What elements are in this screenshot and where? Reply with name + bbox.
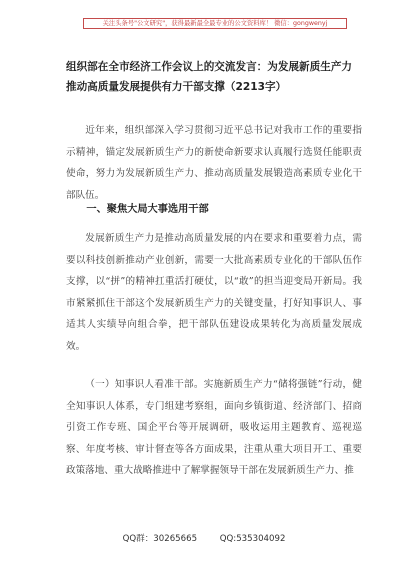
top-banner: 关注头条号"公文研究"，获得最新最全最专业的公文资料库！ 微信：gongwenyj bbox=[83, 18, 347, 29]
subsection-1-paragraph: （一）知事识人看准干部。实施新质生产力“储将强链”行动，健全知事识人体系，专门组建考察组，面向乡镇街道、经济部门、招商引资工作专班、国企平台等开展调研，吸收运用主题教育、巡视巡察、年度考核、审计督查等各方面成果，注重从重大项目开工、重要政策落地、重大战略推进中了解掌握领导干部在发展新质生产力、推 bbox=[66, 379, 362, 476]
qq-label: QQ:535304092 bbox=[219, 534, 286, 544]
intro-paragraph: 近年来，组织部深入学习贯彻习近平总书记对我市工作的重要指示精神，锚定发展新质生产力的新使命新要求认真履行选贤任能职责使命，努力为发展新质生产力、推动高质量发展锻造高素质专业化干部队伍。 bbox=[66, 125, 362, 201]
section-1-paragraph: 发展新质生产力是推动高质量发展的内在要求和重要着力点，需要以科技创新推动产业创新，需要一大批高素质专业化的干部队伍作支撑，以“拼”的精神扛重活打硬仗，以“敢”的担当迎变局开新局。我市紧紧抓住干部这个发展新质生产力的关键变量，打好知事识人、事适其人实绩导向组合拳，把干部队伍建设成果转化为高质量发展成效。 bbox=[66, 233, 362, 352]
section-heading-1: 一、聚焦大局大事选用干部 bbox=[86, 204, 209, 215]
qq-group-label: QQ群：30265665 bbox=[122, 534, 198, 544]
page-footer bbox=[0, 532, 408, 544]
document-title: 组织部在全市经济工作会议上的交流发言：为发展新质生产力推动高质量发展提供有力干部支撑（2213字） bbox=[66, 61, 353, 93]
